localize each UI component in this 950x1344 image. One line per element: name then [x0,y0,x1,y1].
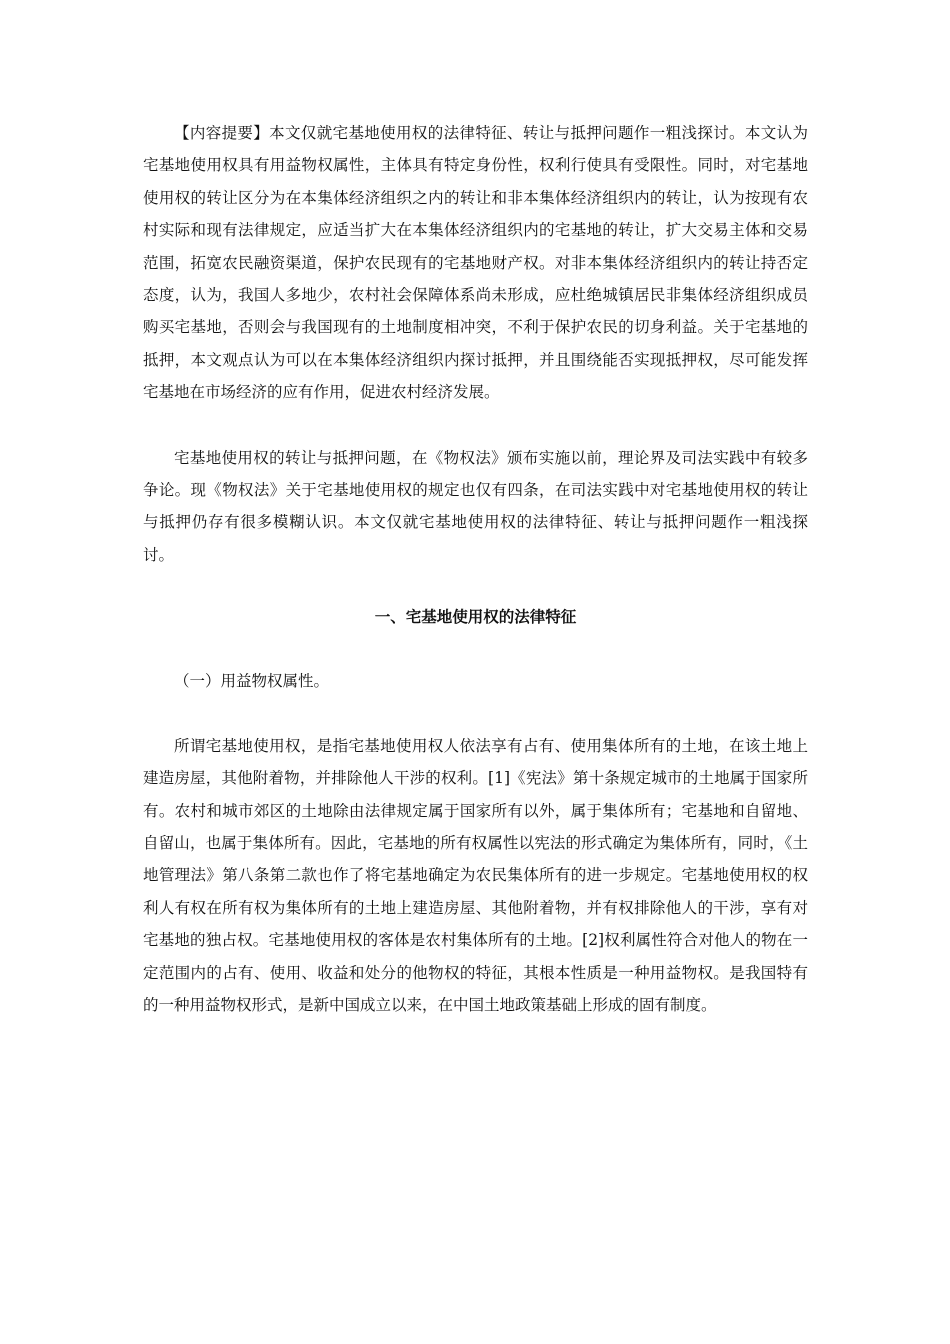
subsection-heading: （一）用益物权属性。 [174,672,330,691]
section-heading: 一、宅基地使用权的法律特征 [374,608,577,627]
body-paragraph: 所谓宅基地使用权，是指宅基地使用权人依法享有占有、使用集体所有的土地，在该土地上建造房屋，其他附着物，并排除他人干涉的权利。[1]《宪法》第十条规定城市的土地属于国家所有。农村和城市郊区的土地除由法律规定属于国家所有以外，属于集体所有；宅基地和自留地、自留山，也属于集体所有。因此，宅基地的所有权属性以宪法的形式确定为集体所有，同时，《土地管理法》第八条第二款也作了将宅基地确定为农民集体所有的进一步规定。宅基地使用权的权利人有权在所有权为集体所有的土地上建造房屋、其他附着物，并有权排除他人的干涉，享有对宅基地的独占权。宅基地使用权的客体是农村集体所有的土地。[2]权利属性符合对他人的物在一定范围内的占有、使用、收益和处分的他物权的特征，其根本性质是一种用益物权。是我国特有的一种用益物权形式，是新中国成立以来，在中国土地政策基础上形成的固有制度。 [143,736,808,1014]
intro-paragraph: 宅基地使用权的转让与抵押问题，在《物权法》颁布实施以前，理论界及司法实践中有较多争论。现《物权法》关于宅基地使用权的规定也仅有四条，在司法实践中对宅基地使用权的转让与抵押仍存有很多模糊认识。本文仅就宅基地使用权的法律特征、转让与抵押问题作一粗浅探讨。 [143,448,808,564]
abstract-paragraph: 【内容提要】本文仅就宅基地使用权的法律特征、转让与抵押问题作一粗浅探讨。本文认为宅基地使用权具有用益物权属性，主体具有特定身份性，权利行使具有受限性。同时，对宅基地使用权的转让区分为在本集体经济组织之内的转让和非本集体经济组织内的转让，认为按现有农村实际和现有法律规定，应适当扩大在本集体经济组织内的宅基地的转让，扩大交易主体和交易范围，拓宽农民融资渠道，保护农民现有的宅基地财产权。对非本集体经济组织内的转让持否定态度，认为，我国人多地少，农村社会保障体系尚未形成，应杜绝城镇居民非集体经济组织成员购买宅基地，否则会与我国现有的土地制度相冲突，不利于保护农民的切身利益。关于宅基地的抵押，本文观点认为可以在本集体经济组织内探讨抵押，并且围绕能否实现抵押权，尽可能发挥宅基地在市场经济的应有作用，促进农村经济发展。 [143,124,808,402]
document-page [143,117,808,1021]
